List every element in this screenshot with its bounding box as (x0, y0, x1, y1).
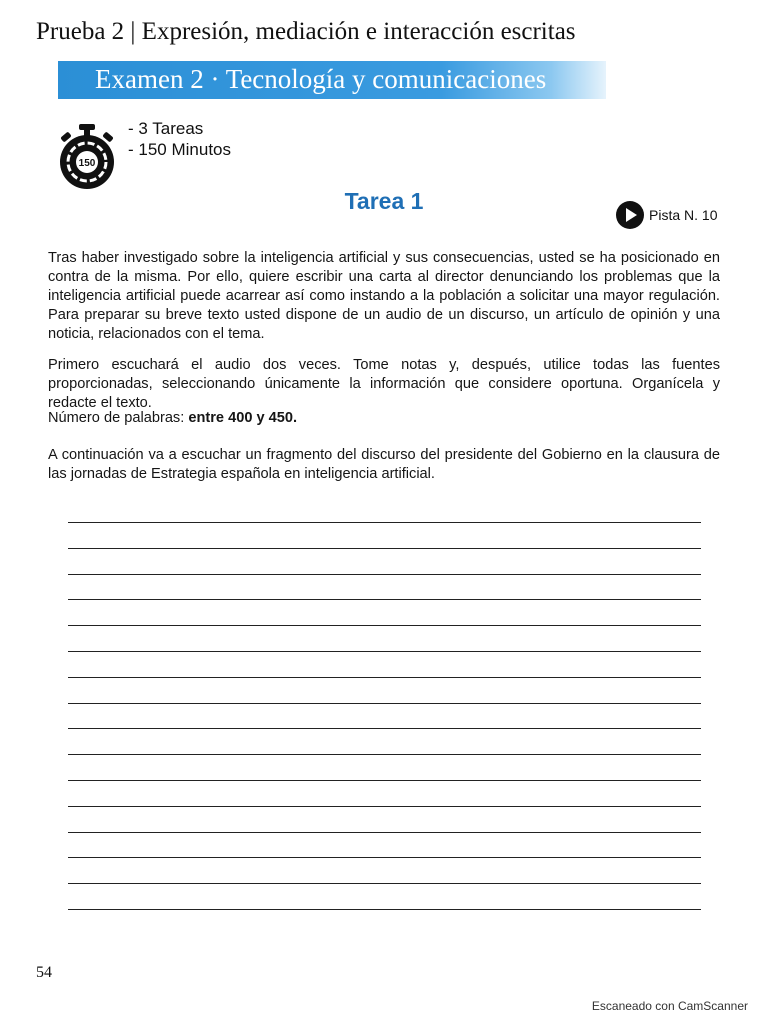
page-header-title: Prueba 2 | Expresión, mediación e interacción escritas (36, 18, 576, 45)
stopwatch-icon (58, 124, 116, 190)
word-count-instruction (48, 409, 720, 428)
instructions-paragraph-2: Primero escuchará el audio dos veces. Tome notas y, después, utilice todas las fuentes proporcionadas, seleccionando únicamente la información que considere oportuna. Organícela y redacte el texto. (48, 357, 720, 411)
minutes-count: - 150 Minutos (128, 140, 231, 159)
writing-line[interactable] (68, 909, 701, 935)
writing-line[interactable] (68, 728, 701, 754)
exam-banner (58, 61, 606, 99)
instructions-paragraph-1: Tras haber investigado sobre la inteligencia artificial y sus consecuencias, usted se ha posicionado en contra de la misma. Por ello, quiere escribir una carta al director denunciando los problemas que la inteligencia artificial puede acarrear así como instando a la población a solicitar una mayor regulación. Para preparar su breve texto usted dispone de un audio de un discurso, un artículo de opinión y una noticia, relacionados con el tema. (48, 250, 720, 342)
writing-line[interactable] (68, 599, 701, 625)
audio-track[interactable] (616, 201, 717, 229)
track-label: Pista N. 10 (649, 207, 718, 223)
writing-line[interactable] (68, 832, 701, 858)
tasks-count: - 3 Tareas (128, 119, 204, 138)
writing-line[interactable] (68, 651, 701, 677)
writing-line[interactable] (68, 780, 701, 806)
page-number: 54 (36, 964, 52, 981)
writing-line[interactable] (68, 806, 701, 832)
scanner-watermark: Escaneado con CamScanner (591, 999, 748, 1013)
task-title: Tarea 1 (344, 188, 424, 214)
exam-meta (128, 118, 231, 160)
writing-line[interactable] (68, 522, 701, 548)
instructions-paragraph-4: A continuación va a escuchar un fragmento del discurso del presidente del Gobierno en la clausura de las jornadas de Estrategia española en inteligencia artificial. (48, 447, 720, 482)
exam-banner-text: Examen 2 · Tecnología y comunicaciones (95, 64, 547, 94)
writing-line[interactable] (68, 703, 701, 729)
writing-line[interactable] (68, 625, 701, 651)
play-icon[interactable] (616, 201, 644, 229)
word-count-value: entre 400 y 450. (188, 410, 298, 426)
writing-line[interactable] (68, 677, 701, 703)
writing-line[interactable] (68, 574, 701, 600)
writing-line[interactable] (68, 754, 701, 780)
stopwatch-label: 150 (78, 158, 96, 169)
writing-line[interactable] (68, 883, 701, 909)
writing-lines[interactable] (68, 522, 701, 935)
writing-line[interactable] (68, 548, 701, 574)
word-count-label: Número de palabras: (48, 410, 189, 426)
writing-line[interactable] (68, 857, 701, 883)
